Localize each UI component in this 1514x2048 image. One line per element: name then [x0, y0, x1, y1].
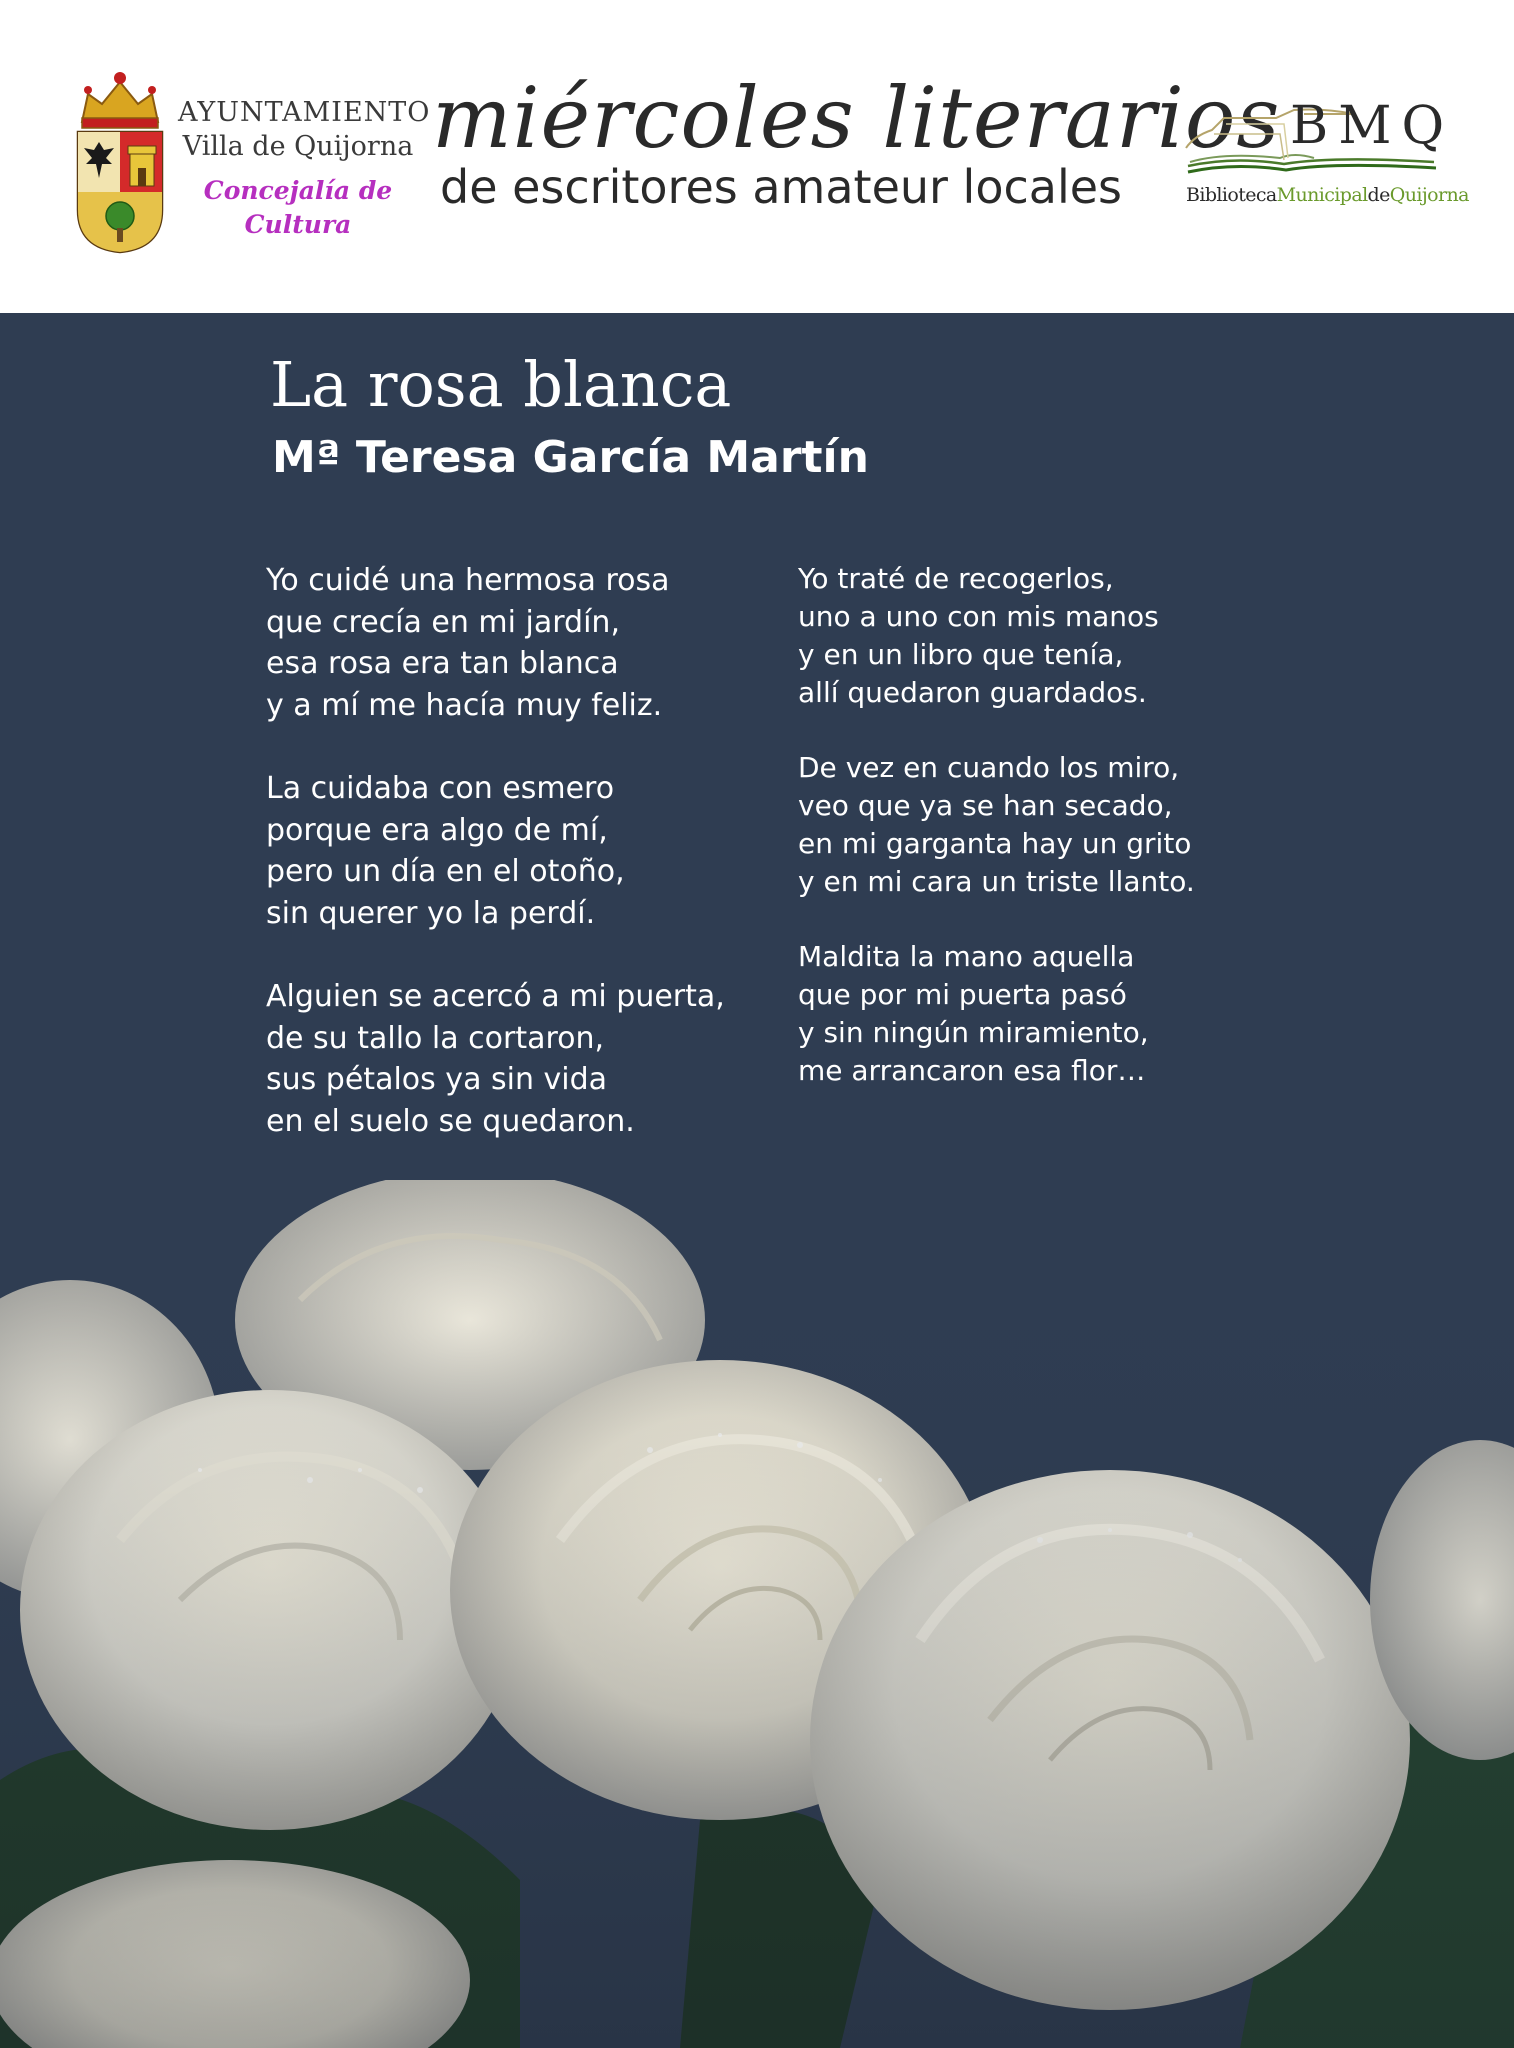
- stanza: [266, 976, 725, 1142]
- library-name-part2: Municipal: [1276, 184, 1368, 206]
- series-subtitle: de escritores amateur locales: [440, 160, 1123, 214]
- poem-line: porque era algo de mí,: [266, 812, 608, 848]
- library-name: [1186, 184, 1469, 206]
- poem-line: de su tallo la cortaron,: [266, 1020, 605, 1056]
- poem-line: me arrancaron esa flor…: [798, 1054, 1146, 1087]
- poem-line: en mi garganta hay un grito: [798, 827, 1192, 860]
- library-name-part4: Quijorna: [1389, 184, 1469, 206]
- poem-line: allí quedaron guardados.: [798, 676, 1147, 709]
- stanza: [798, 560, 1195, 712]
- poem-line: sus pétalos ya sin vida: [266, 1062, 608, 1097]
- concejalia-line2: Cultura: [244, 210, 352, 239]
- stanza: [266, 768, 725, 934]
- poem-author: Mª Teresa García Martín: [272, 432, 869, 483]
- poem-line: y sin ningún miramiento,: [798, 1016, 1149, 1049]
- poem-line: sin querer yo la perdí.: [266, 895, 596, 931]
- stanza: [266, 560, 725, 726]
- poem-line: que por mi puerta pasó: [798, 978, 1127, 1011]
- series-title: miércoles literarios: [432, 69, 1281, 167]
- poem-title: La rosa blanca: [270, 348, 732, 421]
- poem-line: uno a uno con mis manos: [798, 600, 1159, 633]
- poem-line: y en mi cara un triste llanto.: [798, 865, 1195, 898]
- poem-line: en el suelo se quedaron.: [266, 1103, 635, 1139]
- stanza: [798, 938, 1195, 1090]
- poem-line: que crecía en mi jardín,: [266, 604, 620, 640]
- frosted-white-roses-photo: [0, 1180, 1514, 2048]
- poem-line: Yo cuidé una hermosa rosa: [266, 563, 670, 598]
- stanza: [798, 749, 1195, 901]
- library-abbreviation: BMQ: [1290, 96, 1455, 156]
- header-band: [0, 0, 1514, 313]
- poem-line: Maldita la mano aquella: [798, 940, 1135, 973]
- concejalia-line1: Concejalía de: [203, 176, 393, 205]
- poem-right-column: [798, 560, 1195, 1090]
- town-hall-label: [178, 96, 431, 242]
- poem-line: y en un libro que tenía,: [798, 638, 1124, 671]
- poem-line: veo que ya se han secado,: [798, 789, 1173, 822]
- poem-line: pero un día en el otoño,: [266, 854, 625, 889]
- ayuntamiento-label: AYUNTAMIENTO: [178, 97, 431, 128]
- town-name-label: Villa de Quijorna: [182, 131, 414, 162]
- poem-line: La cuidaba con esmero: [266, 771, 615, 806]
- town-coat-of-arms-icon: [70, 60, 170, 255]
- poem-line: Alguien se acercó a mi puerta,: [266, 979, 725, 1014]
- poem-line: Yo traté de recogerlos,: [798, 562, 1114, 595]
- concejalia-label: [178, 174, 418, 242]
- library-name-part1: Biblioteca: [1186, 184, 1277, 206]
- poem-line: y a mí me hacía muy feliz.: [266, 687, 663, 723]
- poem-line: esa rosa era tan blanca: [266, 646, 619, 681]
- library-name-part3: de: [1367, 184, 1390, 206]
- poem-left-column: [266, 560, 725, 1142]
- poem-line: De vez en cuando los miro,: [798, 751, 1180, 784]
